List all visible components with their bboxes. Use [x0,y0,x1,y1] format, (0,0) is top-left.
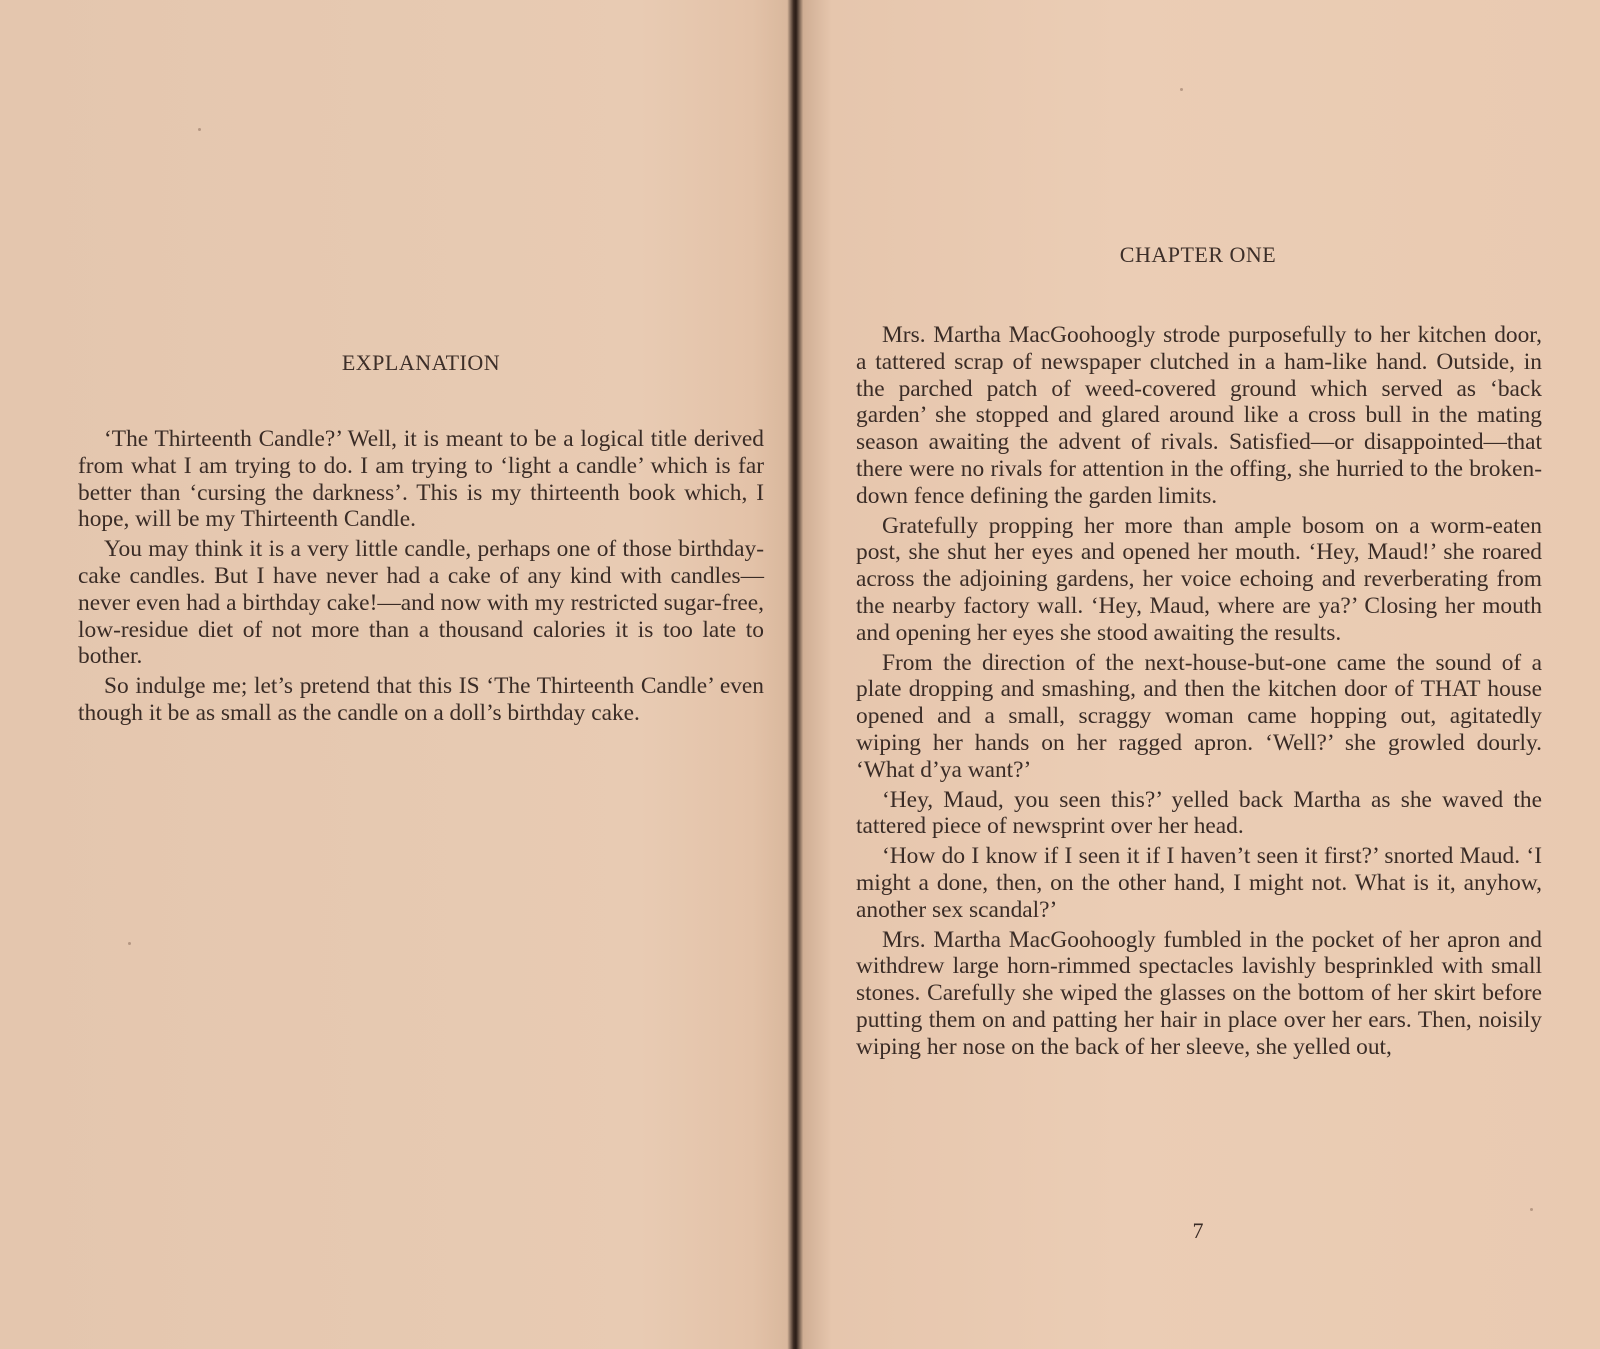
chapter-heading: CHAPTER ONE [1119,242,1277,267]
paragraph: ‘The Thirteenth Candle?’ Well, it is meant to be a logical title derived from what I am trying to do. I am trying to ‘light a candle’ which is far better than ‘cursing the darkness’. This is my thirteenth book which, I hope, will be my Thirteenth Candle. [78,426,764,533]
paragraph: So indulge me; let’s pretend that this IS ‘The Thirteenth Candle’ even though it be as small as the candle on a doll’s birthday cake. [78,673,764,726]
explanation-heading: EXPLANATION [341,350,501,375]
explanation-text [78,426,764,730]
paragraph: From the direction of the next-house-but-one came the sound of a plate dropping and smashing, and then the kitchen door of THAT house opened and a small, scraggy woman came hopping out, agitatedly wiping her hands on her ragged apron. ‘Well?’ she growled dourly. ‘What d’ya want?’ [856,649,1542,783]
page-number: 7 [1192,1218,1204,1243]
paragraph: Mrs. Martha MacGoohoogly fumbled in the pocket of her apron and withdrew large horn-rimmed spectacles lavishly besprinkled with small stones. Carefully she wiped the glasses on the bottom of her skirt before putting them on and patting her hair in place over her ears. Then, noisily wiping her nose on the back of her sleeve, she yelled out, [856,926,1542,1060]
paragraph: ‘How do I know if I seen it if I haven’t seen it first?’ snorted Maud. ‘I might a done, then, on the other hand, I might not. What is it, anyhow, another sex scandal?’ [856,843,1542,923]
left-page [0,0,790,1349]
paragraph: Mrs. Martha MacGoohoogly strode purposefully to her kitchen door, a tattered scrap of newspaper clutched in a ham-like hand. Outside, in the parched patch of weed-covered ground which served as ‘back garden’ she stopped and glared around like a cross bull in the mating season awaiting the advent of rivals. Satisfied—or disappointed—that there were no rivals for attention in the offing, she hurried to the broken-down fence defining the garden limits. [856,322,1542,509]
right-page [805,0,1600,1349]
paragraph: You may think it is a very little candle, perhaps one of those birthday-cake candles. But I have never had a cake of any kind with candles—never even had a birthday cake!—and now with my restricted sugar-free, low-residue diet of not more than a thousand calories it is too late to bother. [78,536,764,670]
paragraph: ‘Hey, Maud, you seen this?’ yelled back Martha as she waved the tattered piece of newsprint over her head. [856,786,1542,840]
paragraph: Gratefully propping her more than ample bosom on a worm-eaten post, she shut her eyes and opened her mouth. ‘Hey, Maud!’ she roared across the adjoining gardens, her voice echoing and reverberating from the nearby factory wall. ‘Hey, Maud, where are ya?’ Closing her mouth and opening her eyes she stood awaiting the results. [856,512,1542,646]
chapter-text [856,322,1542,1064]
